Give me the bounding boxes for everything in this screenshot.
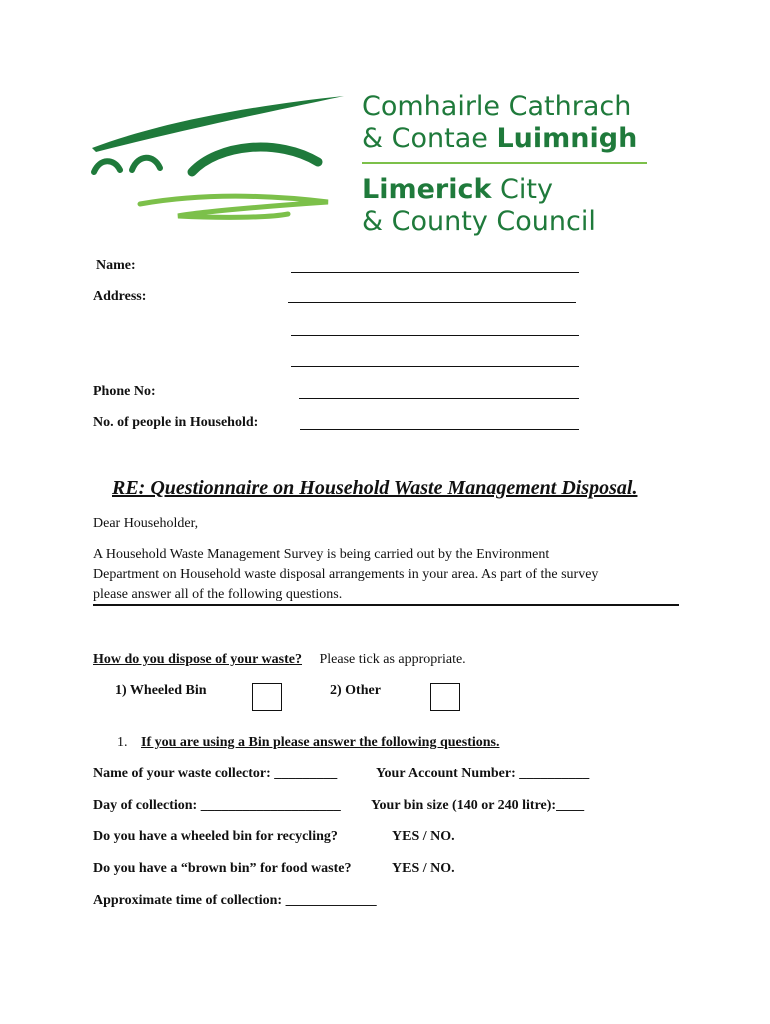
bin-size-field[interactable]: Your bin size (140 or 240 litre):____ — [371, 798, 585, 813]
logo-text-irish-2: & Contae Luimnigh — [362, 123, 638, 154]
household-field-line[interactable] — [300, 429, 579, 430]
address-label: Address: — [93, 289, 147, 304]
section-number: 1. — [117, 735, 128, 750]
letter-title: RE: Questionnaire on Household Waste Management Disposal. — [112, 477, 638, 499]
dispose-question-text: How do you dispose of your waste? — [93, 652, 302, 667]
collection-time-field[interactable]: Approximate time of collection: _____________ — [93, 893, 377, 908]
council-logo-graphic — [88, 88, 348, 228]
logo-text-english-2: & County Council — [362, 206, 596, 237]
brown-bin-answer[interactable]: YES / NO. — [392, 861, 455, 876]
logo-arch-3 — [192, 147, 318, 172]
option-wheeled-bin-label: 1) Wheeled Bin — [115, 683, 207, 698]
dispose-question — [93, 652, 466, 668]
brown-bin-question: Do you have a “brown bin” for food waste? — [93, 861, 352, 876]
recycling-bin-answer[interactable]: YES / NO. — [392, 829, 455, 844]
logo-arch-2 — [132, 158, 160, 170]
name-label: Name: — [96, 258, 136, 273]
logo-text-irish-1: Comhairle Cathrach — [362, 91, 632, 122]
logo-divider — [362, 162, 647, 164]
logo-top-swoosh — [92, 96, 344, 152]
collection-day-field[interactable]: Day of collection: ____________________ — [93, 798, 341, 813]
address-field-line-2[interactable] — [291, 335, 579, 336]
letter-body-line-3: please answer all of the following questions. — [93, 587, 343, 602]
recycling-bin-question: Do you have a wheeled bin for recycling? — [93, 829, 338, 844]
section-title: If you are using a Bin please answer the following questions. — [141, 735, 500, 750]
logo-green-scribble — [140, 196, 328, 217]
option-other-label: 2) Other — [330, 683, 381, 698]
waste-collector-field[interactable]: Name of your waste collector: _________ — [93, 766, 338, 781]
address-field-line-3[interactable] — [291, 366, 579, 367]
bin-section-heading — [117, 735, 499, 751]
household-label: No. of people in Household: — [93, 415, 259, 430]
address-field-line-1[interactable] — [288, 302, 576, 303]
logo-text-english-1: Limerick City — [362, 174, 553, 205]
section-divider — [93, 604, 679, 606]
other-checkbox[interactable] — [430, 683, 460, 711]
wheeled-bin-checkbox[interactable] — [252, 683, 282, 711]
dispose-hint: Please tick as appropriate. — [319, 652, 466, 667]
phone-label: Phone No: — [93, 384, 156, 399]
account-number-field[interactable]: Your Account Number: __________ — [376, 766, 590, 781]
salutation: Dear Householder, — [93, 516, 199, 531]
letter-body-line-2: Department on Household waste disposal arrangements in your area. As part of the survey — [93, 567, 599, 582]
phone-field-line[interactable] — [299, 398, 579, 399]
letter-body-line-1: A Household Waste Management Survey is being carried out by the Environment — [93, 547, 550, 562]
name-field-line[interactable] — [291, 272, 579, 273]
logo-arch-1 — [94, 161, 120, 172]
letter-body — [93, 545, 683, 605]
